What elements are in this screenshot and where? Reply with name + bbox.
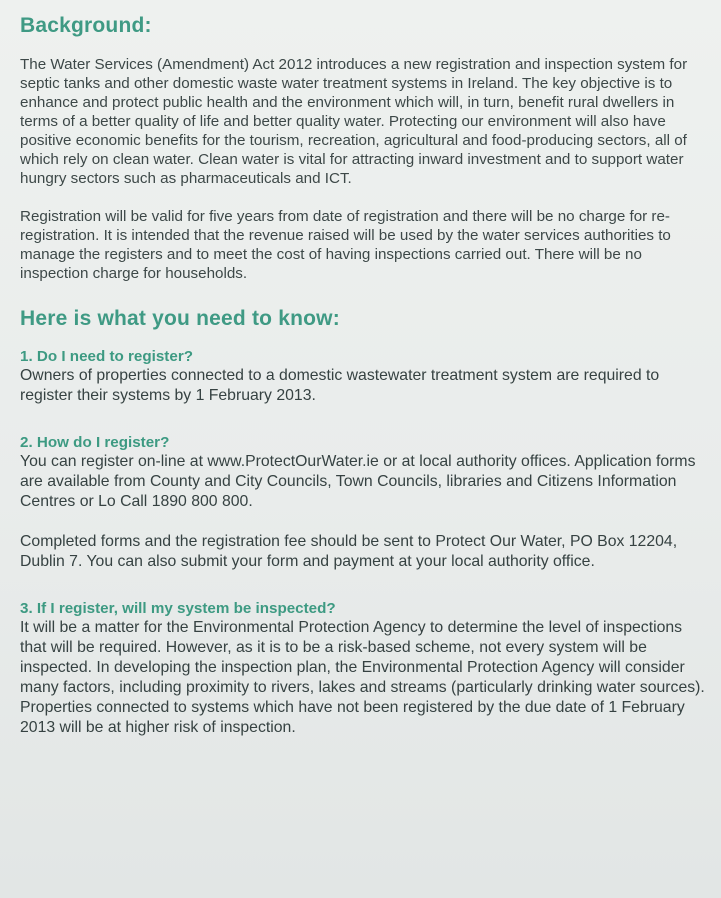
background-paragraph-1: The Water Services (Amendment) Act 2012 introduces a new registration and inspection system for septic tanks and other domestic waste water treatment systems in Ireland. The key objective is to enhance and protect public health and the environment which will, in turn, benefit rural dwellers in terms of a better quality of life and better quality water. Protecting our environment will also have positive economic benefits for the tourism, recreation, agricultural and food-producing sectors, all of which rely on clean water. Clean water is vital for attracting inward investment and to support water hungry sectors such as pharmaceuticals and ICT.	[20, 56, 688, 187]
faq-item-2	[20, 433, 705, 572]
faq-answer-2: You can register on-line at www.ProtectOurWater.ie or at local authority offices. Application forms are available from County and City Councils, Town Councils, libraries and Citizens Information Centres or Lo Call 1890 800 800.	[20, 453, 696, 510]
need-to-know-heading: Here is what you need to know:	[20, 307, 340, 330]
faq-answer-2-followup: Completed forms and the registration fee should be sent to Protect Our Water, PO Box 12204, Dublin 7. You can also submit your form and payment at your local authority office.	[20, 533, 678, 570]
faq-question-3: 3. If I register, will my system be inspected?	[20, 600, 336, 617]
background-paragraph-2: Registration will be valid for five years from date of registration and there will be no charge for re-registration. It is intended that the revenue raised will be used by the water services authorities to manage the registers and to meet the cost of having inspections carried out. There will be no inspection charge for households.	[20, 208, 671, 282]
faq-question-2: 2. How do I register?	[20, 434, 170, 451]
faq-item-1	[20, 347, 705, 406]
faq-answer-1: Owners of properties connected to a domestic wastewater treatment system are required to register their systems by 1 February 2013.	[20, 367, 660, 404]
faq-answer-3: It will be a matter for the Environmental Protection Agency to determine the level of inspections that will be required. However, as it is to be a risk-based scheme, not every system will be inspected. In developing the inspection plan, the Environmental Protection Agency will consider many factors, including proximity to rivers, lakes and streams (particularly drinking water sources). Properties connected to systems which have not been registered by the due date of 1 February 2013 will be at higher risk of inspection.	[20, 619, 705, 736]
faq-question-1: 1. Do I need to register?	[20, 348, 194, 365]
background-heading: Background:	[20, 14, 152, 37]
faq-item-3	[20, 599, 705, 738]
